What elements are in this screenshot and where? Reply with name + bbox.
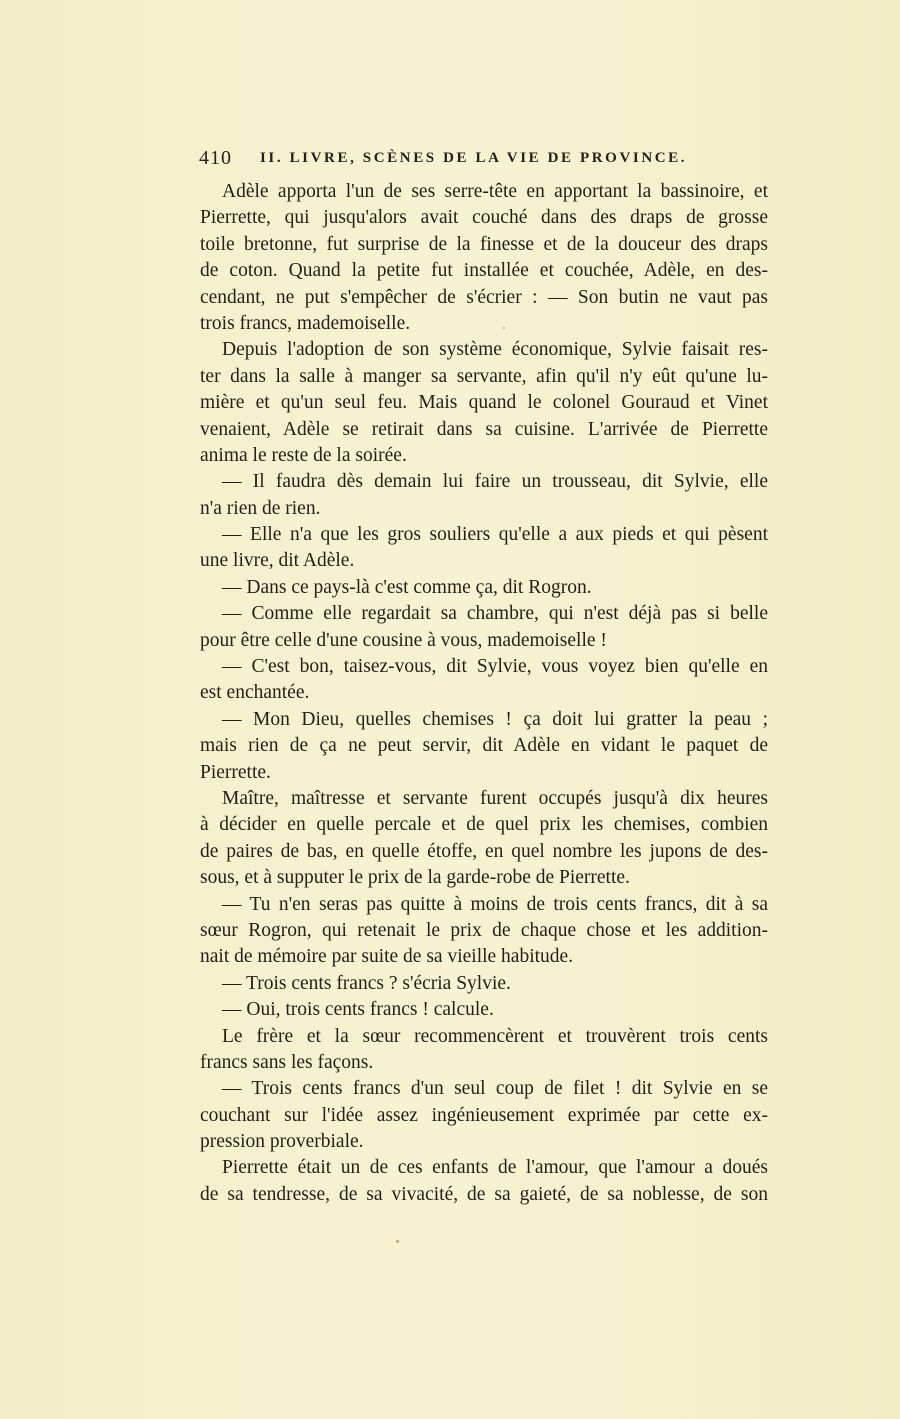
text-line: pour être celle d'une cousine à vous, mademoiselle ! — [200, 629, 607, 651]
text-line: sœur Rogron, qui retenait le prix de chaque chose et les addition- — [200, 919, 768, 941]
paragraph — [200, 575, 768, 601]
paragraph — [200, 786, 768, 892]
text-line: mais rien de ça ne peut servir, dit Adèle en vidant le paquet de — [200, 735, 768, 757]
paragraph — [200, 1076, 768, 1155]
text-line: francs sans les façons. — [200, 1051, 374, 1073]
paragraph — [200, 1155, 768, 1208]
page-number: 410 — [199, 147, 232, 169]
text-line: — Dans ce pays-là c'est comme ça, dit Rogron. — [222, 576, 592, 598]
paragraph — [200, 997, 768, 1023]
paragraph — [200, 179, 768, 337]
paper-speck — [396, 1240, 399, 1243]
text-line: couchant sur l'idée assez ingénieusement exprimée par cette ex- — [200, 1104, 768, 1126]
text-line: Pierrette. — [200, 761, 271, 783]
text-line: est enchantée. — [200, 682, 310, 704]
text-line: n'a rien de rien. — [200, 497, 321, 519]
text-line: de sa tendresse, de sa vivacité, de sa gaieté, de sa noblesse, de son — [200, 1183, 768, 1205]
text-line: cendant, ne put s'empêcher de s'écrier : — Son butin ne vaut pas — [200, 286, 768, 308]
text-line: Adèle apporta l'un de ses serre-tête en apportant la bassinoire, et — [222, 181, 768, 202]
text-line: anima le reste de la soirée. — [200, 444, 407, 466]
text-line: Pierrette était un de ces enfants de l'amour, que l'amour a doués — [222, 1157, 768, 1179]
text-line: pression proverbiale. — [200, 1131, 364, 1153]
paragraph — [200, 892, 768, 971]
text-line: Le frère et la sœur recommencèrent et trouvèrent trois cents — [222, 1025, 768, 1047]
paragraph — [200, 1024, 768, 1077]
text-line: Depuis l'adoption de son système économique, Sylvie faisait res- — [222, 339, 768, 361]
paragraph — [200, 707, 768, 786]
running-title: II. LIVRE, SCÈNES DE LA VIE DE PROVINCE. — [260, 150, 688, 166]
text-line: sous, et à supputer le prix de la garde-robe de Pierrette. — [200, 867, 630, 889]
paragraph — [200, 522, 768, 575]
text-line: à décider en quelle percale et de quel prix les chemises, combien — [200, 814, 768, 836]
text-line: ter dans la salle à manger sa servante, afin qu'il n'y eût qu'une lu- — [200, 365, 768, 387]
text-line: toile bretonne, fut surprise de la finesse et de la douceur des draps — [200, 233, 768, 255]
text-line: — Trois cents francs d'un seul coup de filet ! dit Sylvie en se — [222, 1078, 768, 1100]
paragraph — [200, 601, 768, 654]
text-line: — Elle n'a que les gros souliers qu'elle a aux pieds et qui pèsent — [222, 524, 768, 546]
paragraph — [200, 654, 768, 707]
text-line: — Il faudra dès demain lui faire un trousseau, dit Sylvie, elle — [222, 471, 768, 493]
page-header — [199, 147, 769, 173]
text-line: Maître, maîtresse et servante furent occupés jusqu'à dix heures — [222, 787, 768, 809]
text-line: une livre, dit Adèle. — [200, 550, 355, 572]
body-text — [200, 179, 768, 1208]
text-line: — Oui, trois cents francs ! calcule. — [222, 999, 494, 1021]
text-line: — Comme elle regardait sa chambre, qui n'est déjà pas si belle — [222, 603, 768, 625]
text-line: Pierrette, qui jusqu'alors avait couché dans des draps de grosse — [200, 207, 768, 229]
text-line: trois francs, mademoiselle. — [200, 312, 411, 334]
paragraph — [200, 469, 768, 522]
text-line: venaient, Adèle se retirait dans sa cuisine. L'arrivée de Pierrette — [200, 418, 768, 440]
paragraph — [200, 971, 768, 997]
text-line: de paires de bas, en quelle étoffe, en quel nombre les jupons de des- — [200, 840, 768, 862]
text-line: mière et qu'un seul feu. Mais quand le colonel Gouraud et Vinet — [200, 392, 768, 414]
text-line: — Tu n'en seras pas quitte à moins de trois cents francs, dit à sa — [222, 893, 768, 915]
paper-speck — [503, 327, 505, 329]
text-line: — Trois cents francs ? s'écria Sylvie. — [222, 972, 511, 994]
text-line: de coton. Quand la petite fut installée et couchée, Adèle, en des- — [200, 260, 768, 282]
text-line: nait de mémoire par suite de sa vieille habitude. — [200, 946, 574, 968]
paragraph — [200, 337, 768, 469]
text-line: — C'est bon, taisez-vous, dit Sylvie, vous voyez bien qu'elle en — [222, 656, 768, 678]
text-line: — Mon Dieu, quelles chemises ! ça doit lui gratter la peau ; — [222, 708, 768, 730]
